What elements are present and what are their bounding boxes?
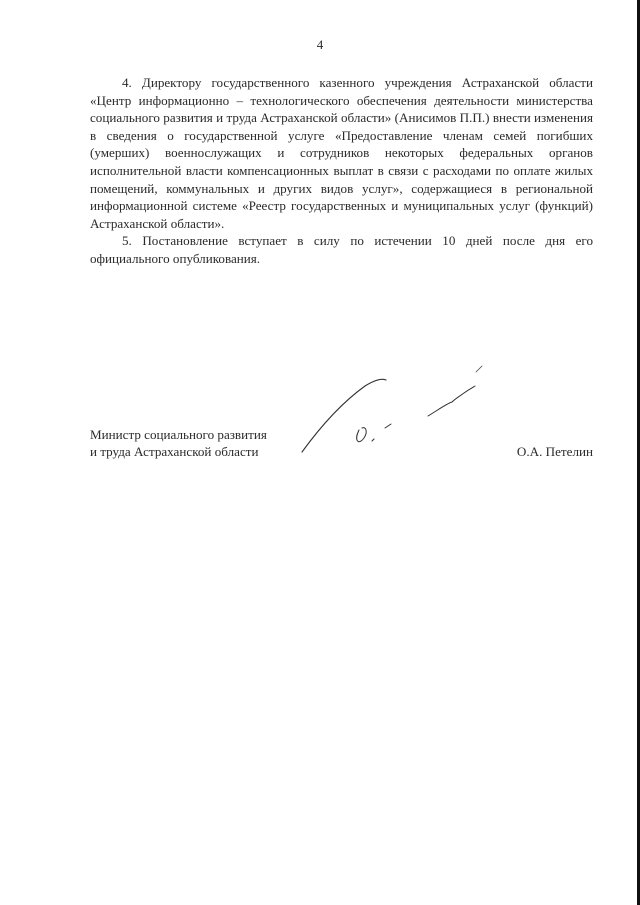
signatory-position-line2: и труда Астраханской области [90,444,259,460]
signatory-name: О.А. Петелин [516,444,593,459]
document-body [90,74,593,268]
page-number: 4 [316,37,324,52]
signatory-position [90,426,267,461]
signatory-position-line1: Министр социального развития [90,427,267,442]
paragraph-5: 5. Постановление вступает в силу по истечении 10 дней после дня его официального опубликования. [90,233,593,266]
paragraph-4: 4. Директору государственного казенного учреждения Астраханской области «Центр информационно – технологического обеспечения деятельности министерства социального развития и труда Астраханской области» (Анисимов П.П.) внести изменения в сведения о государственной услуге «Предоставление членам семей погибших (умерших) военнослужащих и сотрудников некоторых федеральных органов исполнительной власти компенсационных выплат в связи с расходами по оплате жилых помещений, коммунальных и других видов услуг», содержащиеся в региональной информационной системе «Реестр государственных и муниципальных услуг (функций) Астраханской области». [90,75,593,231]
